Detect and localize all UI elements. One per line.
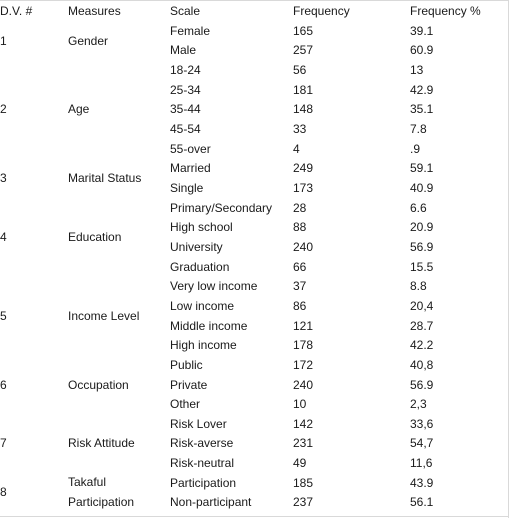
frequency-cell: 257	[293, 43, 314, 57]
frequency-cell: 237	[293, 495, 314, 509]
scale-cell: Participation	[170, 476, 237, 490]
frequency-cell: 181	[293, 83, 314, 97]
scale-cell: Female	[170, 24, 211, 38]
scale-cell: 45-54	[170, 122, 201, 136]
frequency-pct-cell: 42.2	[410, 338, 434, 352]
frequency-cell: 165	[293, 24, 314, 38]
measure-label: Marital Status	[68, 171, 142, 185]
scale-cell: High income	[170, 338, 237, 352]
frequency-cell: 33	[293, 122, 307, 136]
group-number: 3	[0, 171, 7, 185]
scale-cell: 55-over	[170, 142, 211, 156]
group-number: 1	[0, 34, 7, 48]
frequency-cell: 66	[293, 260, 307, 274]
scale-cell: Risk-neutral	[170, 456, 235, 470]
scale-cell: Male	[170, 43, 197, 57]
frequency-cell: 240	[293, 240, 314, 254]
scale-cell: 18-24	[170, 63, 201, 77]
measure-label-line2: Participation	[68, 495, 135, 509]
header-dv: D.V. #	[0, 4, 33, 18]
frequency-cell: 142	[293, 417, 314, 431]
frequency-cell: 178	[293, 338, 314, 352]
frequency-pct-cell: 6.6	[410, 201, 427, 215]
scale-cell: Very low income	[170, 279, 258, 293]
group-number: 6	[0, 378, 7, 392]
frequency-cell: 231	[293, 436, 314, 450]
frequency-pct-cell: 15.5	[410, 260, 434, 274]
frequency-cell: 148	[293, 102, 314, 116]
scale-cell: 35-44	[170, 102, 201, 116]
scale-cell: Primary/Secondary	[170, 201, 273, 215]
frequency-cell: 173	[293, 181, 314, 195]
measure-label: Gender	[68, 34, 109, 48]
scale-cell: Middle income	[170, 319, 248, 333]
frequency-pct-cell: 20.9	[410, 220, 434, 234]
group-number: 5	[0, 309, 7, 323]
scale-cell: Graduation	[170, 260, 230, 274]
frequency-cell: 56	[293, 63, 307, 77]
header-scale: Scale	[170, 4, 201, 18]
frequency-pct-cell: 60.9	[410, 43, 434, 57]
top-border	[0, 0, 509, 1]
scale-cell: Risk Lover	[170, 417, 227, 431]
scale-cell: Risk-averse	[170, 436, 234, 450]
frequency-cell: 249	[293, 161, 314, 175]
frequency-pct-cell: 56.9	[410, 378, 434, 392]
frequency-pct-cell: 20,4	[410, 299, 434, 313]
frequency-pct-cell: 42.9	[410, 83, 434, 97]
frequency-cell: 185	[293, 476, 314, 490]
frequency-pct-cell: 33,6	[410, 417, 434, 431]
header-frequency-pct: Frequency %	[410, 4, 481, 18]
frequency-cell: 49	[293, 456, 307, 470]
scale-cell: Private	[170, 378, 208, 392]
header-frequency: Frequency	[293, 4, 350, 18]
measure-label: Age	[68, 102, 90, 116]
scale-cell: High school	[170, 220, 233, 234]
scale-cell: Non-participant	[170, 495, 252, 509]
frequency-pct-cell: 7.8	[410, 122, 427, 136]
frequency-pct-cell: 40,8	[410, 358, 434, 372]
frequency-pct-cell: 35.1	[410, 102, 434, 116]
frequency-pct-cell: 13	[410, 63, 424, 77]
measure-label: Risk Attitude	[68, 436, 135, 450]
frequency-pct-cell: 59.1	[410, 161, 434, 175]
frequency-cell: 240	[293, 378, 314, 392]
group-number: 4	[0, 230, 7, 244]
frequency-pct-cell: 56.9	[410, 240, 434, 254]
frequency-pct-cell: 8.8	[410, 279, 427, 293]
frequency-pct-cell: 28.7	[410, 319, 434, 333]
frequency-cell: 10	[293, 397, 307, 411]
group-number: 7	[0, 436, 7, 450]
frequency-cell: 37	[293, 279, 307, 293]
scale-cell: 25-34	[170, 83, 201, 97]
frequency-cell: 28	[293, 201, 307, 215]
frequency-cell: 4	[293, 142, 300, 156]
frequency-pct-cell: 11,6	[410, 456, 433, 470]
header-measures: Measures	[68, 4, 121, 18]
scale-cell: Other	[170, 397, 201, 411]
frequency-cell: 88	[293, 220, 307, 234]
scale-cell: Married	[170, 161, 211, 175]
measure-label: Occupation	[68, 378, 129, 392]
scale-cell: Single	[170, 181, 204, 195]
scale-cell: Low income	[170, 299, 235, 313]
scale-cell: University	[170, 240, 223, 254]
frequency-pct-cell: 56.1	[410, 495, 434, 509]
frequency-pct-cell: 2,3	[410, 397, 427, 411]
scale-cell: Public	[170, 358, 203, 372]
frequency-pct-cell: 39.1	[410, 24, 434, 38]
frequency-pct-cell: .9	[410, 142, 421, 156]
frequency-pct-cell: 43.9	[410, 476, 434, 490]
frequency-pct-cell: 40.9	[410, 181, 434, 195]
frequency-cell: 172	[293, 358, 314, 372]
frequency-pct-cell: 54,7	[410, 436, 434, 450]
measure-label: Education	[68, 230, 122, 244]
group-number: 8	[0, 485, 7, 499]
frequency-cell: 121	[293, 319, 314, 333]
frequency-cell: 86	[293, 299, 307, 313]
measure-label: Takaful	[68, 475, 107, 489]
group-number: 2	[0, 102, 7, 116]
bottom-border	[0, 516, 509, 517]
measure-label: Income Level	[68, 309, 140, 323]
